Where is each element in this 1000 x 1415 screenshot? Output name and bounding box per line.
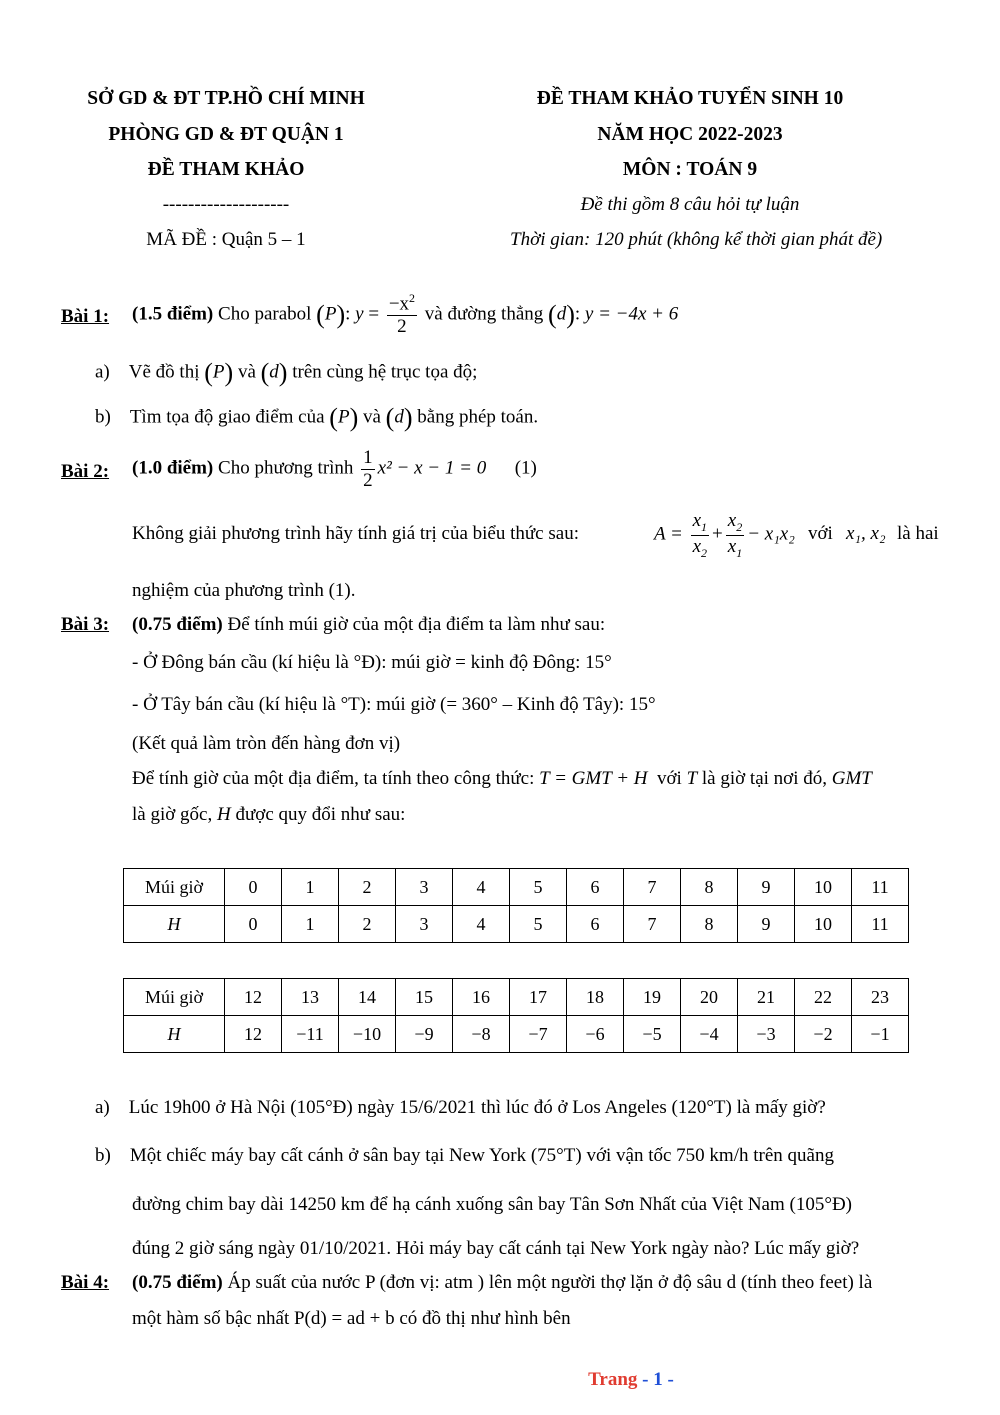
header-subject: MÔN : TOÁN 9 (622, 159, 758, 180)
bai1-a: a) Vẽ đồ thị (P) và (d) trên cùng hệ trục tọa độ; (95, 358, 478, 387)
bai3-west: - Ở Tây bán cầu (kí hiệu là °T): múi giờ (= 360° – Kinh độ Tây): 15° (132, 694, 656, 715)
bai4-label: Bài 4: (61, 1272, 110, 1293)
header-question-count: Đề thi gồm 8 câu hỏi tự luận (580, 194, 800, 215)
bai3-label: Bài 3: (61, 614, 110, 635)
bai3-a: a) Lúc 19h00 ở Hà Nội (105°Đ) ngày 15/6/2021 thì lúc đó ở Los Angeles (120°T) là mấy giờ? (95, 1097, 826, 1118)
table-cell: 4 (453, 906, 510, 943)
table-cell: −8 (453, 1016, 510, 1053)
table-cell: 3 (396, 869, 453, 906)
table-cell: 11 (852, 906, 909, 943)
timezone-table-2 (123, 978, 909, 1053)
table-cell: 11 (852, 869, 909, 906)
table-cell: 6 (567, 906, 624, 943)
bai1-statement: (1.5 điểm) Cho parabol (P): y = $\frac{-x^2}{2}$ và đường thẳng (d): y = −4x + 6 (132, 291, 679, 338)
bai3-east: - Ở Đông bán cầu (kí hiệu là °Đ): múi giờ = kinh độ Đông: 15° (132, 652, 612, 673)
table-cell: 8 (681, 906, 738, 943)
bai2-line3: nghiệm của phương trình (1). (132, 580, 356, 601)
header-divider: -------------------- (162, 194, 290, 215)
table-cell: −9 (396, 1016, 453, 1053)
bai4-line1: (0.75 điểm) Áp suất của nước P (đơn vị: atm ) lên một người thợ lặn ở độ sâu d (tính theo feet) là (132, 1272, 873, 1293)
bai2-label: Bài 2: (61, 461, 110, 482)
table-cell: 2 (339, 906, 396, 943)
table-cell: 8 (681, 869, 738, 906)
table-cell: −3 (738, 1016, 795, 1053)
table-header-cell: H (124, 906, 225, 943)
table-cell: 0 (225, 869, 282, 906)
table-header-cell: H (124, 1016, 225, 1053)
table-cell: 12 (225, 979, 282, 1016)
header-left-line-1: SỞ GD & ĐT TP.HỒ CHÍ MINH (87, 88, 365, 109)
table-cell: 6 (567, 869, 624, 906)
table-cell: 5 (510, 906, 567, 943)
table-cell: 4 (453, 869, 510, 906)
table-cell: 20 (681, 979, 738, 1016)
header-right-line-2: NĂM HỌC 2022-2023 (597, 124, 783, 145)
table-cell: −1 (852, 1016, 909, 1053)
bai3-b-line2: đường chim bay dài 14250 km để hạ cánh xuống sân bay Tân Sơn Nhất của Việt Nam (105°Đ) (132, 1194, 852, 1215)
table-cell: 15 (396, 979, 453, 1016)
table-cell: 1 (282, 906, 339, 943)
table-cell: 1 (282, 869, 339, 906)
table-row (124, 979, 909, 1016)
header-left-line-2: PHÒNG GD & ĐT QUẬN 1 (108, 124, 344, 145)
bai4-line2: một hàm số bậc nhất P(d) = ad + b có đồ thị như hình bên (132, 1308, 571, 1329)
table-cell: 22 (795, 979, 852, 1016)
bai3-b-line1: b) Một chiếc máy bay cất cánh ở sân bay tại New York (75°T) với vận tốc 750 km/h trên quãng (95, 1145, 834, 1166)
table-row (124, 906, 909, 943)
table-cell: 21 (738, 979, 795, 1016)
bai1-fraction: $\frac{-x^2}{2}$ (388, 291, 416, 338)
bai1-label: Bài 1: (61, 306, 110, 327)
table-cell: 9 (738, 869, 795, 906)
table-cell: 10 (795, 869, 852, 906)
table-cell: 23 (852, 979, 909, 1016)
table-cell: 9 (738, 906, 795, 943)
bai3-round: (Kết quả làm tròn đến hàng đơn vị) (132, 733, 401, 754)
table-cell: −11 (282, 1016, 339, 1053)
header-duration: Thời gian: 120 phút (không kể thời gian phát đề) (510, 229, 883, 250)
table-cell: 12 (225, 1016, 282, 1053)
table-cell: 7 (624, 906, 681, 943)
table-cell: −5 (624, 1016, 681, 1053)
table-cell: −4 (681, 1016, 738, 1053)
bai1-b: b) Tìm tọa độ giao điểm của (P) và (d) bằng phép toán. (95, 403, 539, 432)
table-cell: 17 (510, 979, 567, 1016)
table-row (124, 869, 909, 906)
header-exam-code: MÃ ĐỀ : Quận 5 – 1 (146, 229, 306, 250)
table-cell: 5 (510, 869, 567, 906)
table-header-cell: Múi giờ (124, 979, 225, 1016)
table-cell: 0 (225, 906, 282, 943)
table-cell: −6 (567, 1016, 624, 1053)
table-cell: 14 (339, 979, 396, 1016)
page-footer: Trang - 1 - (588, 1369, 674, 1390)
bai3-formula-line-2: là giờ gốc, H được quy đổi như sau: (132, 804, 406, 825)
header-right-line-1: ĐỀ THAM KHẢO TUYỂN SINH 10 (536, 88, 844, 109)
table-cell: −7 (510, 1016, 567, 1053)
bai3-formula-line: Để tính giờ của một địa điểm, ta tính theo công thức: T = GMT + H với T là giờ tại nơi đó, GMT (132, 768, 872, 789)
bai2-statement: (1.0 điểm) Cho phương trình $\frac{1}{2}$ x² − x − 1 = 0 (1) (132, 447, 537, 491)
timezone-table-1 (123, 868, 909, 943)
bai3-b-line3: đúng 2 giờ sáng ngày 01/10/2021. Hỏi máy bay cất cánh tại New York ngày nào? Lúc mấy giờ? (132, 1238, 860, 1259)
table-cell: 10 (795, 906, 852, 943)
table-header-cell: Múi giờ (124, 869, 225, 906)
table-cell: 3 (396, 906, 453, 943)
header-left-line-3: ĐỀ THAM KHẢO (147, 159, 305, 180)
table-cell: 19 (624, 979, 681, 1016)
table-cell: −2 (795, 1016, 852, 1053)
table-cell: 18 (567, 979, 624, 1016)
table-cell: 2 (339, 869, 396, 906)
table-cell: −10 (339, 1016, 396, 1053)
table-cell: 13 (282, 979, 339, 1016)
table-row (124, 1016, 909, 1053)
table-cell: 16 (453, 979, 510, 1016)
table-cell: 7 (624, 869, 681, 906)
bai3-intro: (0.75 điểm) Để tính múi giờ của một địa điểm ta làm như sau: (132, 614, 606, 635)
